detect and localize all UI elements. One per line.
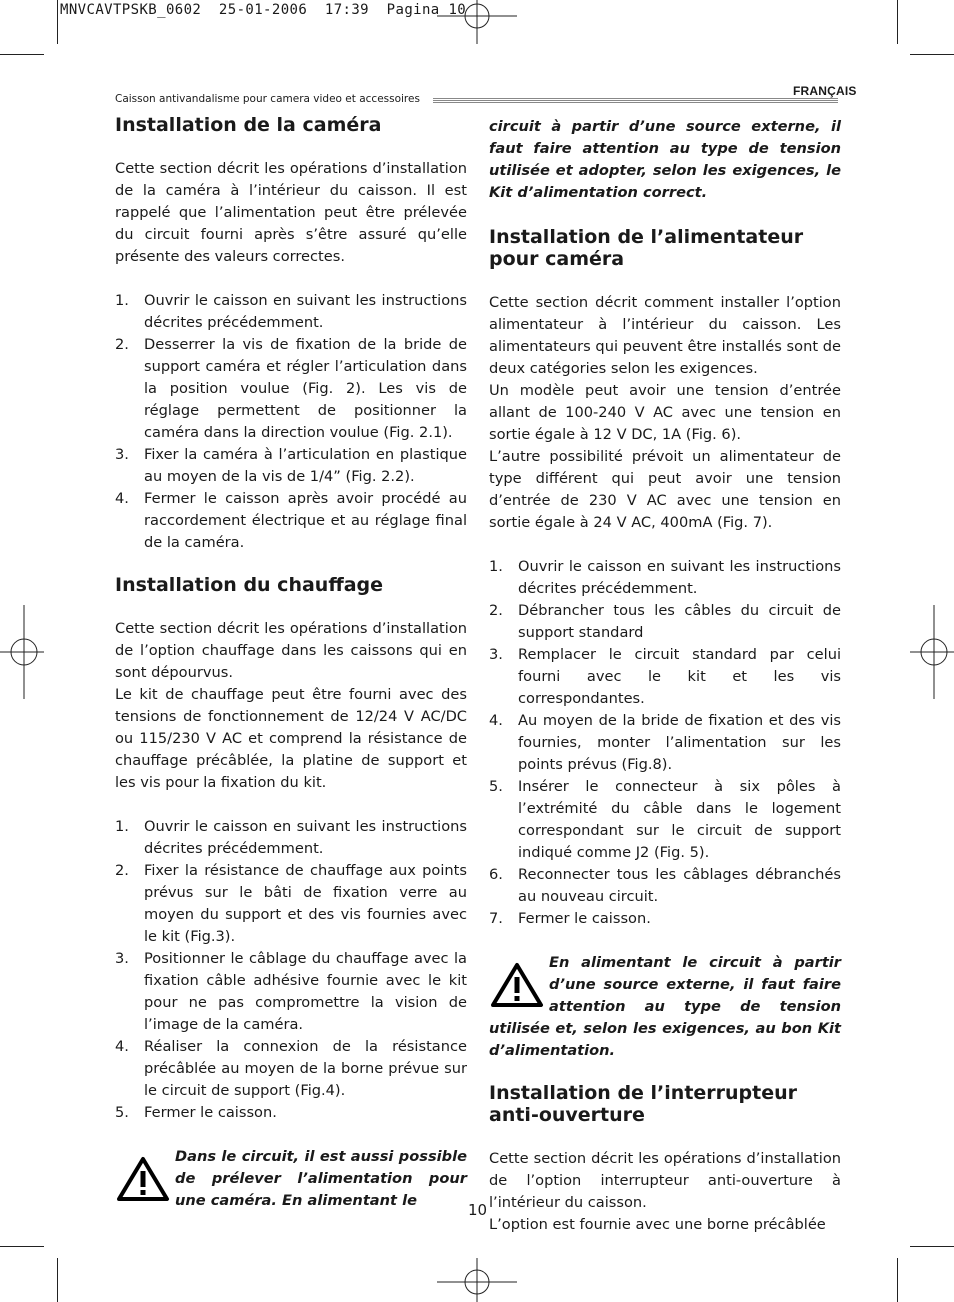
warning-text: En alimentant le circuit à partir d’une source externe, il faut faire attention au type de tension utilisée et, selon les exigences, au bon Kit d’alimentation. [489, 954, 841, 1059]
crop-mark [897, 1258, 898, 1302]
heating-intro-2: Le kit de chauffage peut être fourni avec des tensions de fonctionnement de 12/24 V AC/DC ou 115/230 V AC et comprend la résistance de chauffage précâblée, la platine de support et les vis pour la fixation du kit. [115, 686, 467, 791]
crop-mark [0, 1246, 44, 1247]
list-item: 4. Réaliser la connexion de la résistance précâblée au moyen de la borne prévue sur le circuit de support (Fig.4). [115, 1038, 467, 1099]
print-slug: MNVCAVTPSKB_0602 25-01-2006 17:39 Pagina 10 [60, 2, 467, 18]
list-item: 5. Insérer le connecteur à six pôles à l’extrémité du câble dans le logement correspondant sur le circuit de support indiqué comme J2 (Fig. 5). [489, 778, 841, 861]
warning-note [115, 1146, 467, 1212]
section-title-power-supply: Installation de l’alimentateur pour caméra [489, 226, 804, 270]
warning-triangle-icon [115, 1146, 171, 1212]
list-item: 5. Fermer le caisson. [115, 1104, 277, 1121]
crop-mark [897, 0, 898, 44]
list-item: 6. Reconnecter tous les câblages débranchés au nouveau circuit. [489, 866, 841, 905]
list-item: 7. Fermer le caisson. [489, 910, 651, 927]
list-item: 3. Remplacer le circuit standard par celui fourni avec le kit et les vis correspondantes. [489, 646, 841, 707]
registration-mark-icon [437, 1258, 517, 1302]
header-rule [433, 98, 838, 103]
heating-steps [115, 816, 467, 1124]
language-label: FRANÇAIS [793, 84, 857, 98]
registration-mark-icon [0, 605, 44, 699]
crop-mark [57, 0, 58, 44]
warning-continued: circuit à partir d’une source externe, il faut faire attention au type de tension utilisée et adopter, selon les exigences, le Kit d’alimentation correct. [489, 118, 841, 201]
section-title-camera: Installation de la caméra [115, 114, 382, 136]
power-supply-p2: Un modèle peut avoir une tension d’entrée allant de 100-240 V AC avec une tension en sortie égale à 12 V DC, 1A (Fig. 6). [489, 382, 841, 443]
warning-text: Dans le circuit, il est aussi possible de prélever l’alimentation pour une caméra. En alimentant le [175, 1148, 467, 1209]
crop-mark [910, 1246, 954, 1247]
left-column [115, 114, 467, 1212]
tamper-switch-p1: Cette section décrit les opérations d’installation de l’option interrupteur anti-ouverture à l’intérieur du caisson. [489, 1150, 841, 1211]
list-item: 2. Desserrer la vis de fixation de la bride de support caméra et régler l’articulation dans la position voulue (Fig. 2). Les vis de réglage permettent de positionner la caméra dans la direction voulue (Fig. 2.1). [115, 336, 467, 441]
camera-steps [115, 290, 467, 554]
list-item: 1. Ouvrir le caisson en suivant les instructions décrites précédemment. [115, 818, 467, 857]
list-item: 1. Ouvrir le caisson en suivant les instructions décrites précédemment. [489, 558, 841, 597]
list-item: 3. Fixer la caméra à l’articulation en plastique au moyen de la vis de 1/4” (Fig. 2.2). [115, 446, 467, 485]
crop-mark [910, 54, 954, 55]
crop-mark [57, 1258, 58, 1302]
power-supply-steps [489, 556, 841, 930]
list-item: 2. Débrancher tous les câbles du circuit de support standard [489, 602, 841, 641]
list-item: 3. Positionner le câblage du chauffage avec la fixation câble adhésive fournie avec le kit pour ne pas compromettre la vision de l’image de la caméra. [115, 950, 467, 1033]
section-title-tamper-switch: Installation de l’interrupteur anti-ouverture [489, 1082, 798, 1126]
section-title-heating: Installation du chauffage [115, 574, 384, 596]
list-item: 4. Au moyen de la bride de fixation et des vis fournies, monter l’alimentation sur les points prévus (Fig.8). [489, 712, 841, 773]
crop-mark [0, 54, 44, 55]
registration-mark-icon [910, 605, 954, 699]
camera-intro: Cette section décrit les opérations d’installation de la caméra à l’intérieur du caisson. Il est rappelé que l’alimentation peut être prélevée du circuit fourni après s’être assuré qu’elle présente des valeurs correctes. [115, 160, 467, 265]
warning-note [489, 952, 841, 1062]
power-supply-p3: L’autre possibilité prévoit un alimentateur de type différent qui peut avoir une tension d’entrée de 230 V AC avec une tension en sortie égale à 24 V AC, 400mA (Fig. 7). [489, 448, 841, 531]
page-number: 10 [468, 1201, 488, 1219]
list-item: 4. Fermer le caisson après avoir procédé au raccordement électrique et au réglage final de la caméra. [115, 490, 467, 551]
warning-triangle-icon [489, 952, 545, 1018]
tamper-switch-p2: L’option est fournie avec une borne précâblée [489, 1216, 826, 1233]
list-item: 1. Ouvrir le caisson en suivant les instructions décrites précédemment. [115, 292, 467, 331]
right-column [489, 116, 841, 1236]
running-header-title: Caisson antivandalisme pour camera video et accessoires [115, 93, 420, 105]
heating-intro-1: Cette section décrit les opérations d’installation de l’option chauffage dans les caissons qui en sont dépourvus. [115, 620, 467, 681]
list-item: 2. Fixer la résistance de chauffage aux points prévus sur le bâti de fixation verre au moyen du support et des vis fournies avec le kit (Fig.3). [115, 862, 467, 945]
power-supply-p1: Cette section décrit comment installer l’option alimentateur à l’intérieur du caisson. Les alimentateurs qui peuvent être installés sont de deux catégories selon les exigences. [489, 294, 841, 377]
registration-mark-icon [437, 0, 517, 44]
